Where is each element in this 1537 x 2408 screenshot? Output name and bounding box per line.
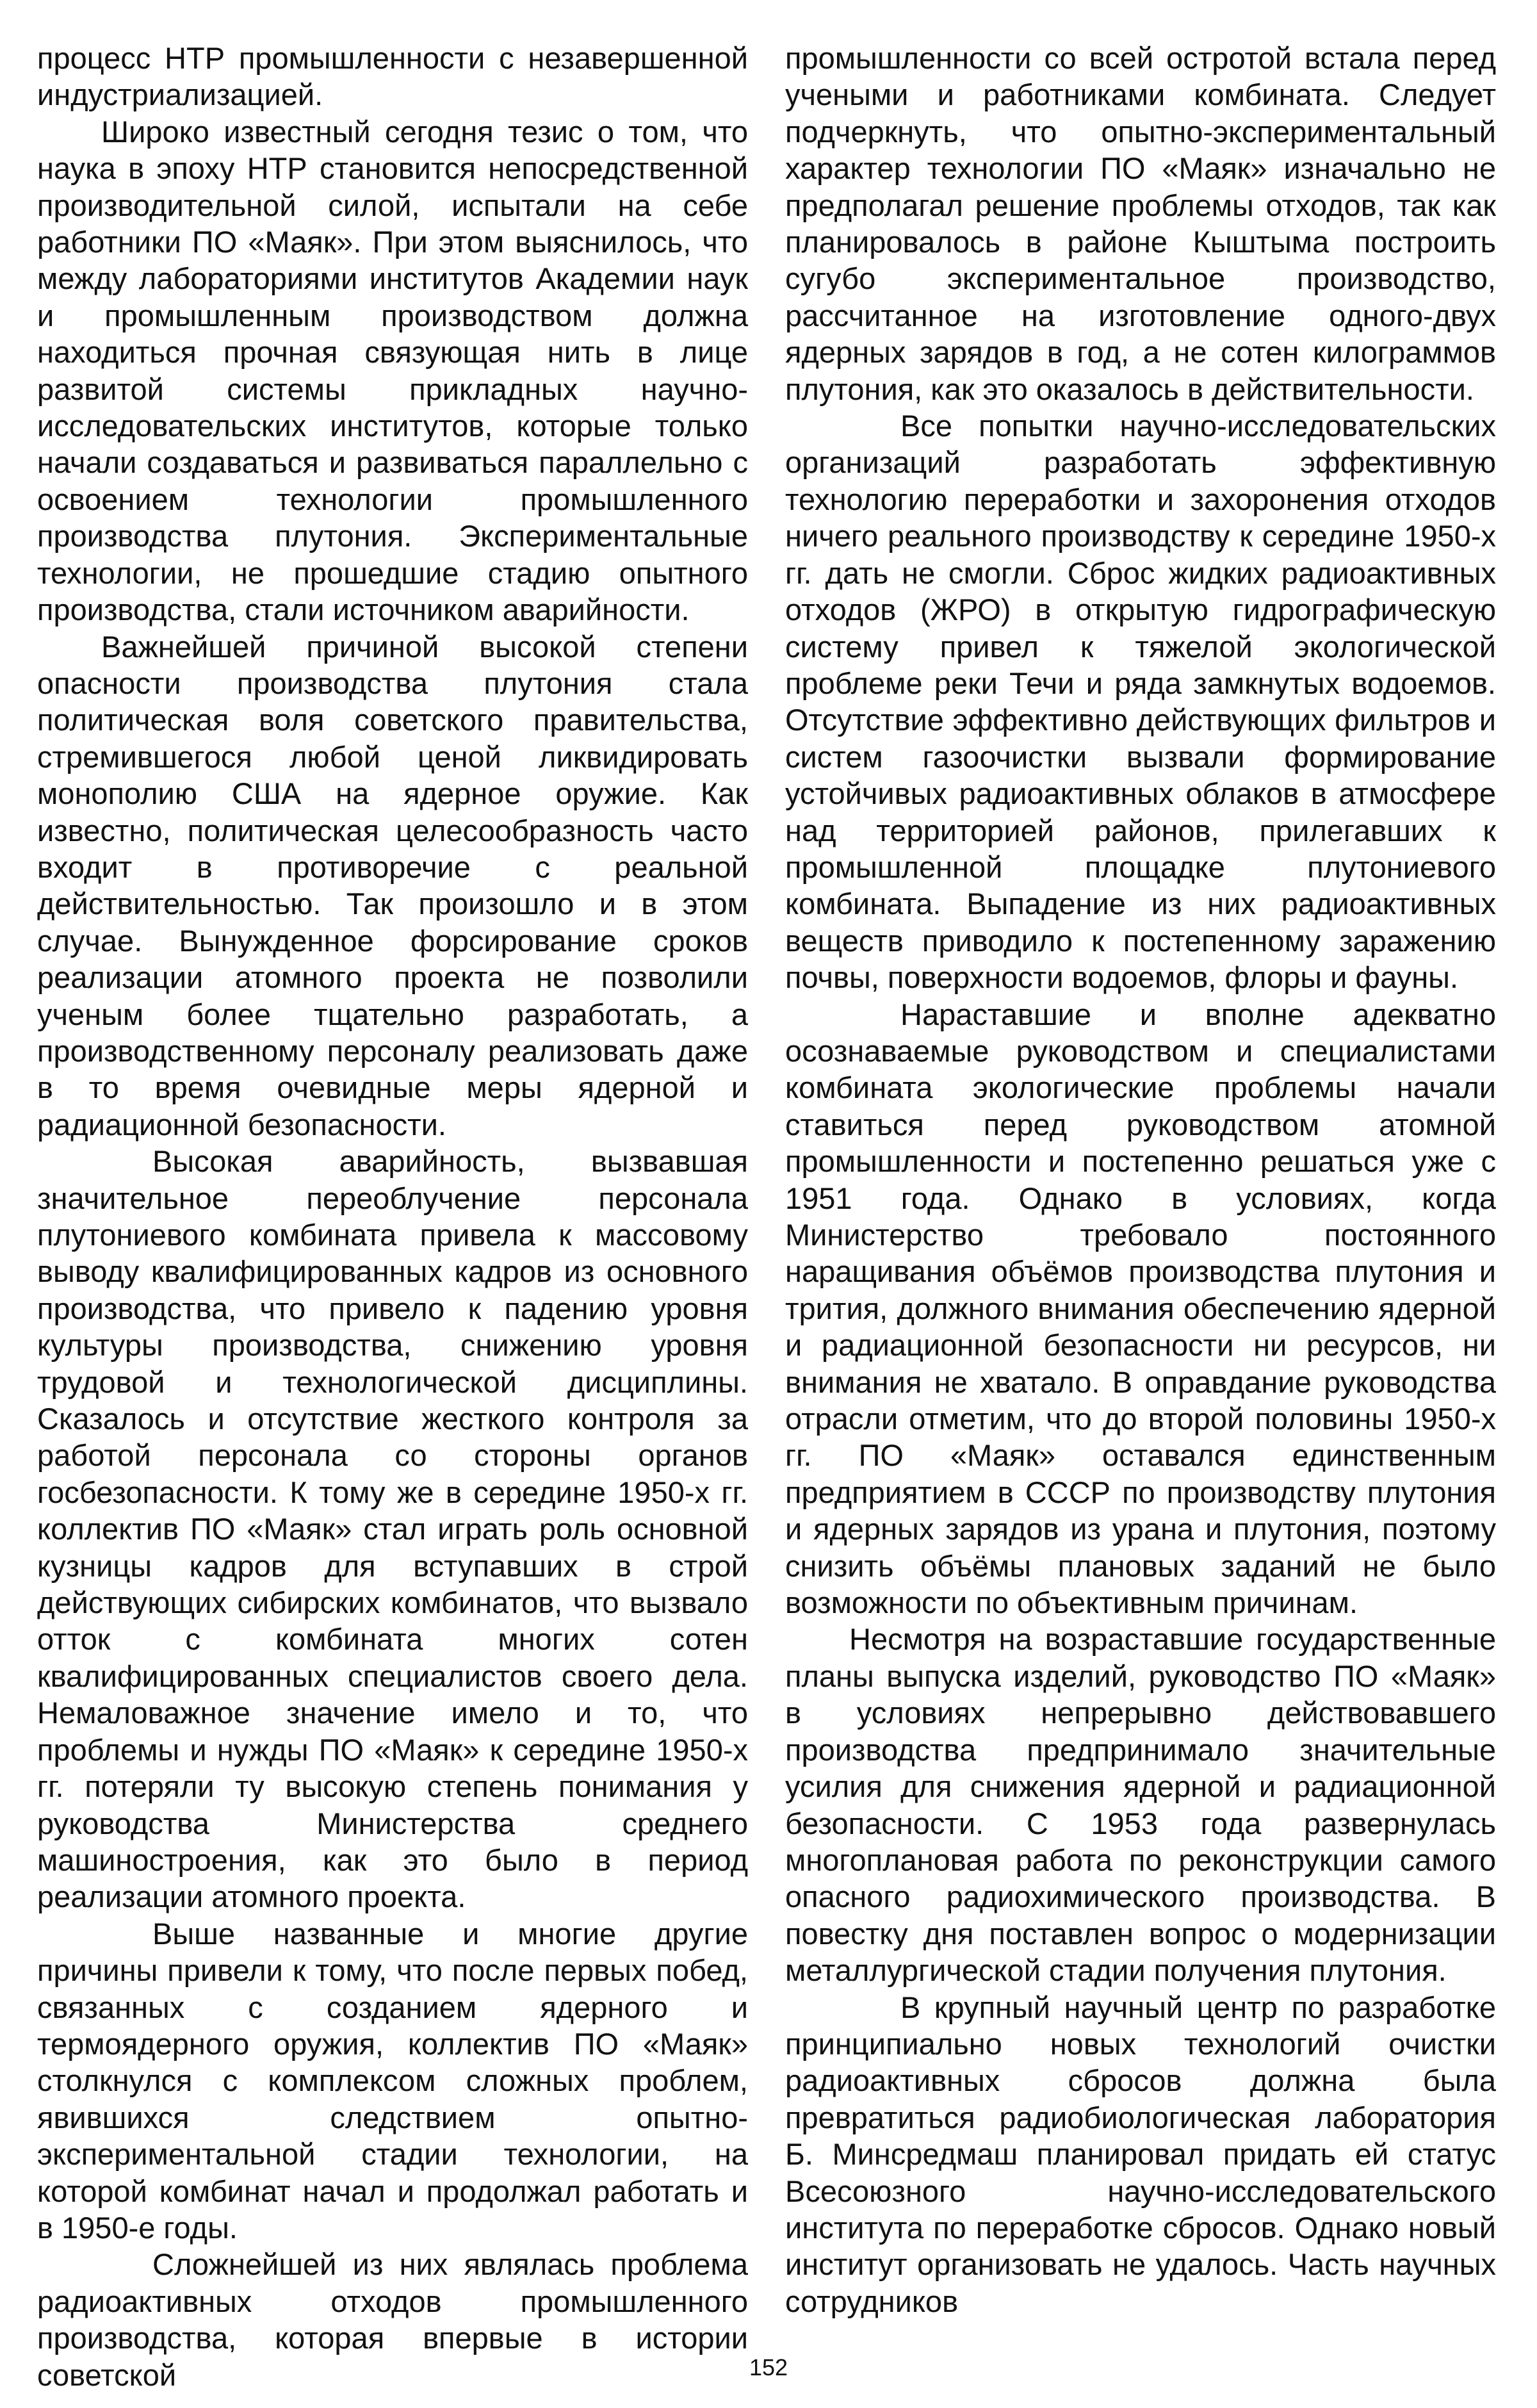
paragraph: Важнейшей причиной высокой степени опасности производства плутония стала политическая воля советского правительства, стремившегося любой ценой ликвидировать монополию США на ядерное оружие. Как известно, политическая целесообразность часто входит в противоречие с реальной действительностью. Так произошло и в этом случае. Вынужденное форсирование сроков реализации атомного проекта не позволили ученым более тщательно разработать, а производственному персоналу реализовать даже в то время очевидные меры ядерной и радиационной безопасности. xyxy=(37,629,748,1142)
paragraph: В крупный научный центр по разработке принципиально новых технологий очистки радиоактивных сбросов должна была превратиться радиобиологическая лаборатория Б. Минсредмаш планировал придать ей статус Всесоюзного научно-исследовательского института по переработке сбросов. Однако новый институт организовать не удалось. Часть научных сотрудников xyxy=(785,1990,1496,2318)
paragraph: промышленности со всей остротой встала перед учеными и работниками комбината. Следует подчеркнуть, что опытно-экспериментальный характер технологии ПО «Маяк» изначально не предполагал решение проблемы отходов, так как планировалось в районе Кыштыма построить сугубо экспериментальное производство, рассчитанное на изготовление одного-двух ядерных зарядов в год, а не сотен килограммов плутония, как это оказалось в действительности. xyxy=(785,41,1496,406)
left-column xyxy=(37,40,748,2393)
page-number: 152 xyxy=(749,2354,788,2380)
paragraph: Сложнейшей из них являлась проблема радиоактивных отходов промышленного производства, которая впервые в истории советской xyxy=(37,2247,748,2392)
paragraph: процесс НТР промышленности с незавершенной индустриализацией. xyxy=(37,41,748,112)
paragraph: Широко известный сегодня тезис о том, что наука в эпоху НТР становится непосредственной производительной силой, испытали на себе работники ПО «Маяк». При этом выяснилось, что между лабораториями институтов Академии наук и промышленным производством должна находиться прочная связующая нить в лице развитой системы прикладных научно-исследовательских институтов, которые только начали создаваться и развиваться параллельно с освоением технологии промышленного производства плутония. Экспериментальные технологии, не прошедшие стадию опытного производства, стали источником аварийности. xyxy=(37,114,748,627)
right-column xyxy=(785,40,1496,2320)
paragraph: Выше названные и многие другие причины привели к тому, что после первых побед, связанных с созданием ядерного и термоядерного оружия, коллектив ПО «Маяк» столкнулся с комплексом сложных проблем, явившихся следствием опытно-экспериментальной стадии технологии, на которой комбинат начал и продолжал работать и в 1950-е годы. xyxy=(37,1916,748,2245)
paragraph: Все попытки научно-исследовательских организаций разработать эффективную технологию переработки и захоронения отходов ничего реального производству к середине 1950-х гг. дать не смогли. Сброс жидких радиоактивных отходов (ЖРО) в открытую гидрографическую систему привел к тяжелой экологической проблеме реки Течи и ряда замкнутых водоемов. Отсутствие эффективно действующих фильтров и систем газоочистки вызвали формирование устойчивых радиоактивных облаков в атмосфере над территорией районов, прилегавших к промышленной площадке плутониевого комбината. Выпадение из них радиоактивных веществ приводило к постепенному заражению почвы, поверхности водоемов, флоры и фауны. xyxy=(785,409,1496,995)
paragraph: Высокая аварийность, вызвавшая значительное переоблучение персонала плутониевого комбината привела к массовому выводу квалифицированных кадров из основного производства, что привело к падению уровня культуры производства, снижению уровня трудовой и технологической дисциплины. Сказалось и отсутствие жесткого контроля за работой персонала со стороны органов госбезопасности. К тому же в середине 1950-х гг. коллектив ПО «Маяк» стал играть роль основной кузницы кадров для вступавших в строй действующих сибирских комбинатов, что вызвало отток с комбината многих сотен квалифицированных специалистов своего дела. Немаловажное значение имело и то, что проблемы и нужды ПО «Маяк» к середине 1950-х гг. потеряли ту высокую степень понимания у руководства Министерства среднего машиностроения, как это было в период реализации атомного проекта. xyxy=(37,1144,748,1914)
paragraph: Несмотря на возраставшие государственные планы выпуска изделий, руководство ПО «Маяк» в условиях непрерывно действовавшего производства предпринимало значительные усилия для снижения ядерной и радиационной безопасности. С 1953 года развернулась многоплановая работа по реконструкции самого опасного радиохимического производства. В повестку дня поставлен вопрос о модернизации металлургической стадии получения плутония. xyxy=(785,1622,1496,1988)
paragraph: Нараставшие и вполне адекватно осознаваемые руководством и специалистами комбината экологические проблемы начали ставиться перед руководством атомной промышленности и постепенно решаться уже с 1951 года. Однако в условиях, когда Министерство требовало постоянного наращивания объёмов производства плутония и трития, должного внимания обеспечению ядерной и радиационной безопасности ни ресурсов, ни внимания не хватало. В оправдание руководства отрасли отметим, что до второй половины 1950-х гг. ПО «Маяк» оставался единственным предприятием в СССР по производству плутония и ядерных зарядов из урана и плутония, поэтому снизить объёмы плановых заданий не было возможности по объективным причинам. xyxy=(785,997,1496,1620)
